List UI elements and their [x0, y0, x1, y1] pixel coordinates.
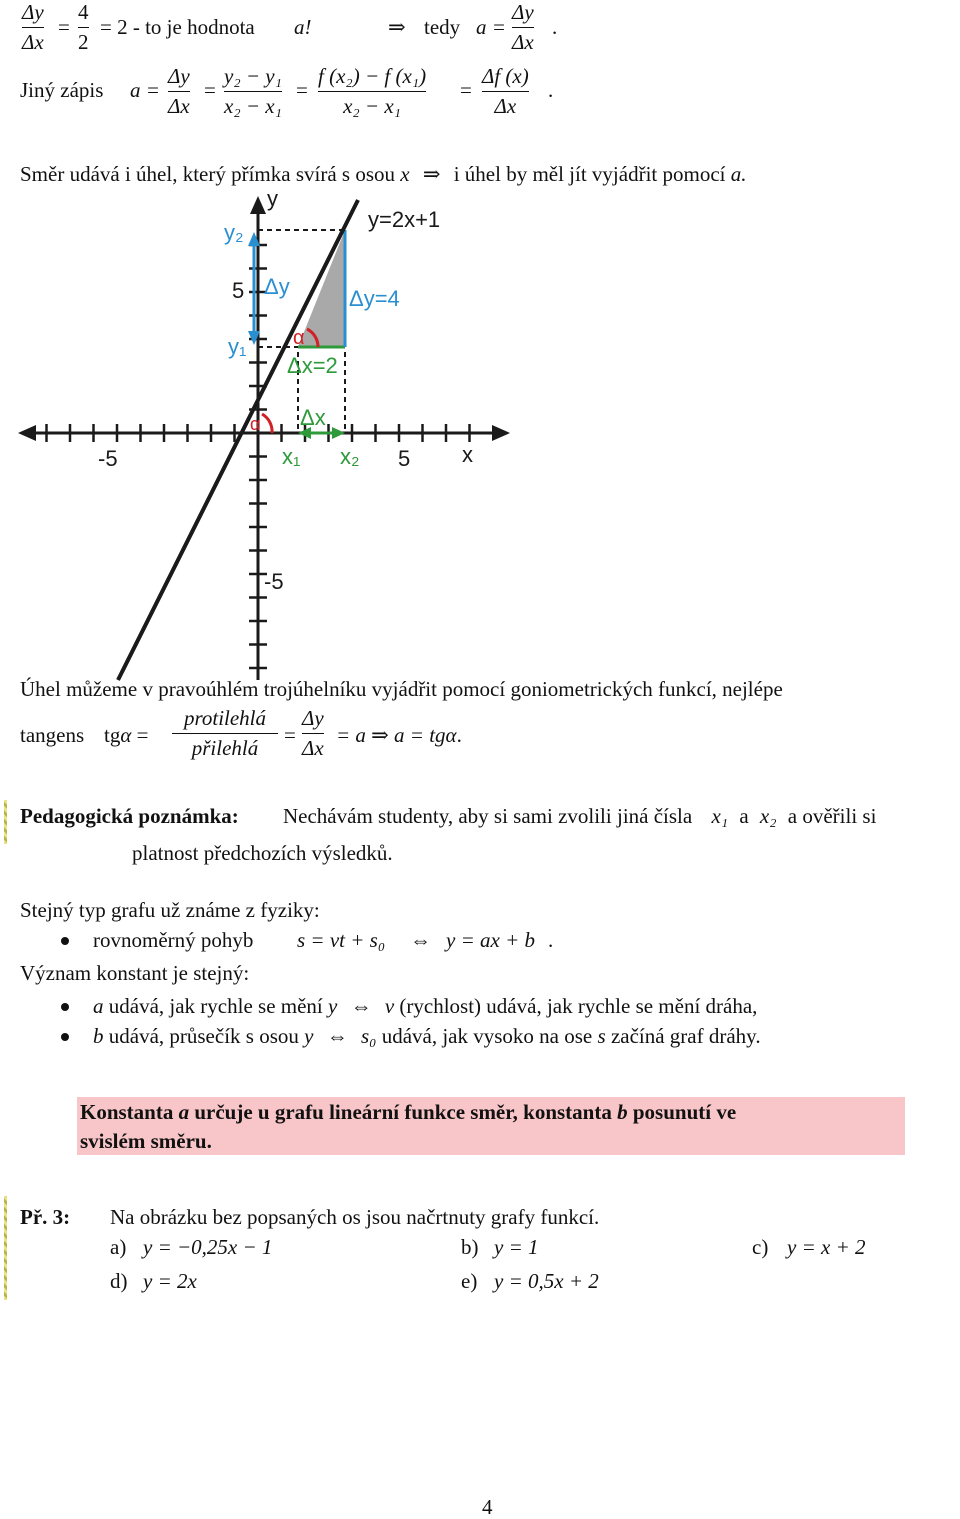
alpha-symbol: α: [120, 723, 132, 747]
tangent-eq-a: = a ⇒ a = tg: [336, 723, 446, 747]
bullet3-y: y: [304, 1024, 314, 1048]
eq1-fraction-dy-dx: [22, 2, 44, 53]
eq2-equals-1: =: [204, 78, 216, 102]
alpha-top-label: α: [293, 327, 305, 349]
tangent-intro: Úhel můžeme v pravoúhlém trojúhelníku vyjádřit pomocí goniometrických funkcí, nejlépe: [20, 677, 783, 701]
summary-part2: určuje u grafu lineární funkce směr, konstanta: [194, 1100, 612, 1124]
eq2-equals-2: =: [296, 78, 308, 102]
line-equation-label: y=2x+1: [368, 207, 441, 232]
function-line: [118, 200, 358, 680]
example-e-equation: y = 0,5x + 2: [494, 1269, 599, 1293]
physics-bullet2: [93, 996, 757, 1017]
eq1-mid-numerator: 4: [78, 0, 89, 24]
eq1-rhs-numerator: Δy: [512, 0, 534, 24]
physics-bullet3: [93, 1026, 761, 1047]
y-axis-label: y: [267, 186, 278, 211]
eq2-dot: .: [548, 78, 554, 102]
eq2-f4-den: Δx: [494, 94, 517, 118]
implies-arrow: ⇒: [422, 162, 441, 186]
tangent-end-dot: .: [456, 723, 462, 747]
pedagog-rest: a ověřili si: [787, 804, 877, 828]
pedagog-text: Nechávám studenty, aby si sami zvolili jiná čísla: [283, 804, 693, 828]
tangent-equals: =: [136, 723, 149, 747]
eq2-f4-num: Δf (x): [482, 64, 529, 88]
example-label: Př. 3:: [20, 1205, 71, 1229]
eq2-equals-3: =: [460, 78, 472, 102]
example-b-label: b): [461, 1235, 479, 1259]
bullet3-text: udává, průsečík s osou: [108, 1024, 299, 1048]
tg-text: tg: [104, 723, 121, 747]
bullet2-text: udává, jak rychle se mění: [108, 994, 323, 1018]
example-c-label: c): [752, 1235, 769, 1259]
eq1-tail-text: = 2 - to je hodnota: [100, 15, 255, 39]
bullet3-rest-2: začíná graf dráhy.: [610, 1024, 761, 1048]
bullet-dot: [61, 1033, 69, 1041]
bullet2-v: v: [384, 994, 395, 1018]
dx-value-label: Δx=2: [287, 353, 338, 378]
x-axis-label: x: [462, 442, 473, 467]
y-tick-5-label: 5: [232, 278, 245, 303]
alpha-bottom-label: α: [250, 414, 261, 434]
physics-bullet1-text: rovnoměrný pohyb: [93, 928, 254, 952]
eq2-f3-den: x₂ − x₁: [343, 94, 401, 118]
x-tick-5-label: 5: [398, 446, 411, 471]
implies-arrow: ⇒: [388, 15, 406, 39]
eq1-dot: .: [552, 15, 558, 39]
slope-triangle: [298, 230, 345, 347]
pedagog-and: a: [739, 804, 749, 828]
protilehla: protilehlá: [183, 706, 267, 730]
tangent-dx: Δx: [302, 736, 324, 760]
alpha-arc-bottom: [262, 414, 272, 433]
y1-label: y₁: [228, 334, 247, 359]
page-number: 4: [482, 1495, 493, 1519]
prilehla: přilehlá: [191, 736, 259, 760]
eq1-lhs-denominator: Δx: [22, 30, 44, 54]
eq2-f1-num: Δy: [168, 64, 190, 88]
eq2-fraction-1: [168, 66, 190, 117]
x-tick-minus5-label: -5: [98, 446, 118, 471]
eq1-fraction-4-2: [78, 2, 89, 53]
example-e-label: e): [461, 1269, 478, 1293]
eq1-fraction-rhs: [512, 2, 534, 53]
direction-x: x: [400, 162, 410, 186]
eq1-lhs-numerator: Δy: [22, 0, 44, 24]
x1-label: x₁: [282, 444, 301, 469]
example-d-equation: y = 2x: [143, 1269, 197, 1293]
eq1-a-label: a!: [294, 15, 312, 39]
eq2-fraction-3: [318, 66, 426, 117]
bullet-dot: [61, 937, 69, 945]
dy-value-label: Δy=4: [349, 286, 400, 311]
tangent-dy: Δy: [302, 706, 324, 730]
physics-eq-y: y = ax + b: [446, 928, 535, 952]
dx-arrow-right-icon: [332, 427, 345, 439]
eq2-intro: Jiný zápis: [20, 78, 104, 102]
example-d-label: d): [110, 1269, 128, 1293]
eq1-tedy: tedy: [424, 15, 461, 39]
pedagog-line-1: [283, 806, 876, 827]
equivalence-arrow: ⇔: [410, 928, 431, 952]
eq2-f2-den: x₂ − x₁: [224, 94, 282, 118]
tangens-label: tangens: [20, 723, 85, 747]
physics-eq-dot: .: [548, 928, 554, 952]
equals-sign: =: [58, 15, 70, 39]
margin-note-marker: [4, 800, 7, 844]
bullet3-s0: s₀: [360, 1024, 377, 1048]
x-axis-left-arrow-icon: [18, 425, 36, 441]
linear-function-graph: [0, 185, 960, 685]
x2-label: x₂: [340, 444, 360, 469]
pedagog-x1: x₁: [711, 804, 729, 828]
dx-short-label: Δx: [300, 405, 326, 430]
bullet2-y: y: [328, 994, 338, 1018]
pedagog-line-2: platnost předchozích výsledků.: [132, 841, 393, 865]
eq2-f2-num: y₂ − y₁: [224, 64, 282, 88]
dy-short-label: Δy: [264, 274, 290, 299]
eq2-f3-num: f (x₂) − f (x₁): [318, 64, 427, 88]
y-tick-minus5-label: -5: [264, 569, 284, 594]
bullet3-rest-1: udává, jak vysoko na ose: [381, 1024, 593, 1048]
physics-eq-s: s = vt + s₀: [297, 928, 386, 952]
tangent-result: [336, 725, 462, 746]
tangent-equals-2: =: [284, 723, 296, 747]
bullet2-a: a: [93, 994, 104, 1018]
direction-text-2: i úhel by měl jít vyjádřit pomocí: [453, 162, 726, 186]
y2-label: y₂: [224, 220, 244, 245]
equivalence-arrow: ⇔: [350, 994, 372, 1018]
direction-a: a.: [730, 162, 747, 186]
pedagog-x2: x₂: [759, 804, 777, 828]
tg-alpha: [104, 725, 148, 746]
example-text: Na obrázku bez popsaných os jsou načrtnuty grafy funkcí.: [110, 1205, 600, 1229]
pedagog-label: Pedagogická poznámka:: [20, 804, 239, 828]
eq2-fraction-2: [224, 66, 282, 117]
tangent-fraction-words: [172, 708, 278, 759]
physics-intro: Stejný typ grafu už známe z fyziky:: [20, 898, 320, 922]
equivalence-arrow: ⇔: [326, 1024, 348, 1048]
x-axis-right-arrow-icon: [492, 425, 510, 441]
eq2-fraction-4: [482, 66, 529, 117]
summary-part3: posunutí ve: [632, 1100, 737, 1124]
direction-text-1: Směr udává i úhel, který přímka svírá s osou: [20, 162, 396, 186]
direction-sentence: [20, 164, 747, 185]
summary-line-1: [80, 1102, 736, 1123]
tangent-fraction-delta: [302, 708, 324, 759]
summary-b: b: [617, 1100, 628, 1124]
eq1-a-equals: a =: [476, 15, 506, 39]
margin-example-marker: [4, 1196, 7, 1300]
bullet2-rest: (rychlost) udává, jak rychle se mění dráha,: [399, 994, 758, 1018]
example-c-equation: y = x + 2: [787, 1235, 866, 1259]
alpha-symbol-2: α: [445, 723, 457, 747]
summary-a: a: [178, 1100, 190, 1124]
summary-part1: Konstanta: [80, 1100, 174, 1124]
bullet3-b: b: [93, 1024, 104, 1048]
example-a-equation: y = −0,25x − 1: [143, 1235, 273, 1259]
example-b-equation: y = 1: [494, 1235, 539, 1259]
eq2-a-equals: a =: [130, 78, 160, 102]
physics-meaning: Význam konstant je stejný:: [20, 961, 250, 985]
example-a-label: a): [110, 1235, 127, 1259]
summary-line-2: svislém směru.: [80, 1129, 212, 1153]
bullet3-s: s: [597, 1024, 606, 1048]
eq1-rhs-denominator: Δx: [512, 30, 534, 54]
y-axis-arrow-icon: [250, 196, 266, 214]
bullet-dot: [61, 1003, 69, 1011]
eq2-f1-den: Δx: [168, 94, 190, 118]
eq1-mid-denominator: 2: [78, 30, 89, 54]
